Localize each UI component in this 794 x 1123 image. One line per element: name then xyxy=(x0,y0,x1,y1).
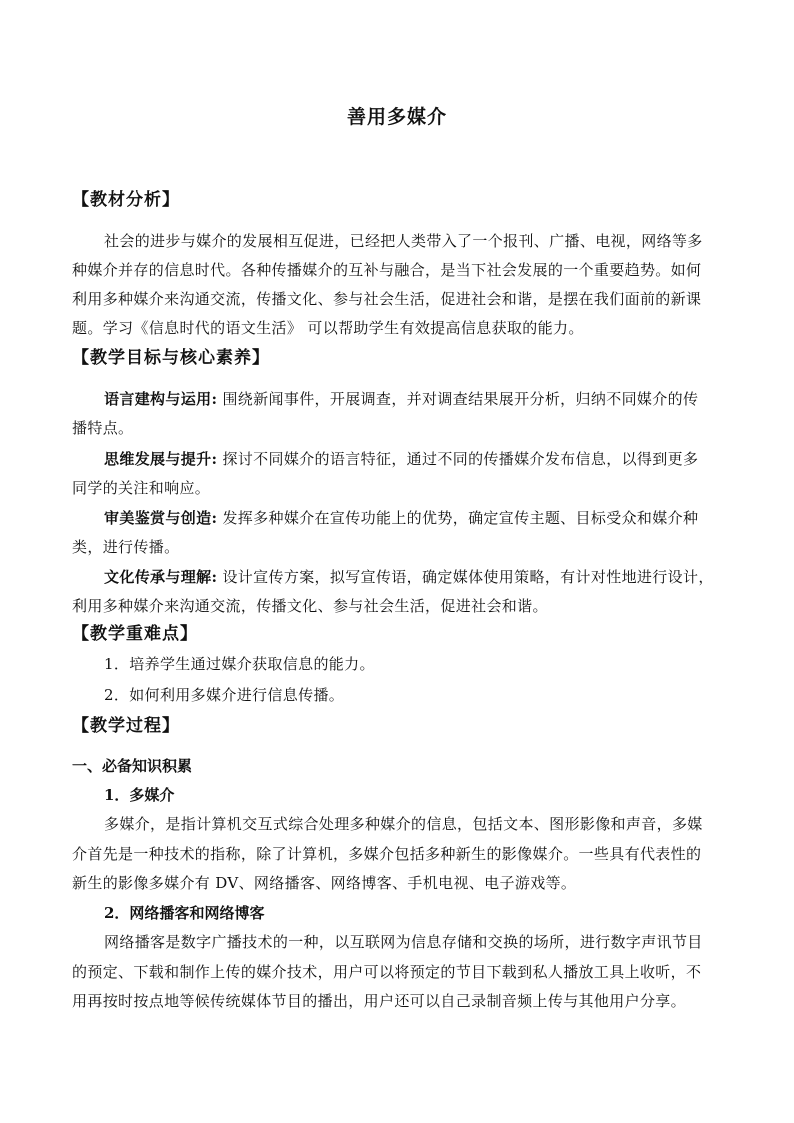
paragraph-line: 种媒介并存的信息时代。各种传播媒介的互补与融合，是当下社会发展的一个重要趋势。如何 xyxy=(72,261,702,279)
section-heading-key-points: 【教学重难点】 xyxy=(72,624,198,644)
goal-item-thinking xyxy=(104,448,724,470)
goal-text: 围绕新闻事件，开展调查，并对调查结果展开分析，归纳不同媒介的传 xyxy=(217,390,699,408)
document-title: 善用多媒介 xyxy=(346,106,447,128)
subsection-heading: 一、必备知识积累 xyxy=(72,757,193,775)
section-heading-process: 【教学过程】 xyxy=(72,716,180,736)
goal-continuation: 类，进行传播。 xyxy=(72,538,180,556)
goal-label: 文化传承与理解: xyxy=(104,568,218,586)
goal-text: 设计宣传方案，拟写宣传语，确定媒体使用策略，有计对性地进行设计， xyxy=(217,568,714,586)
section-heading-analysis: 【教材分析】 xyxy=(72,190,180,210)
goal-text: 探讨不同媒介的语言特征，通过不同的传播媒介发布信息，以得到更多 xyxy=(217,450,699,468)
paragraph-line: 新生的影像多媒介有 DV、网络播客、网络博客、手机电视、电子游戏等。 xyxy=(72,874,577,892)
goal-label: 语言建构与运用: xyxy=(104,390,218,408)
goal-label: 思维发展与提升: xyxy=(104,450,218,468)
goal-item-language xyxy=(104,388,724,410)
goal-continuation: 播特点。 xyxy=(72,419,134,437)
paragraph-line: 利用多种媒介来沟通交流，传播文化、参与社会生活，促进社会和谐，是摆在我们面前的新课 xyxy=(72,290,702,308)
paragraph-line: 的预定、下载和制作上传的媒介技术，用户可以将预定的节目下载到私人播放工具上收听，不 xyxy=(72,963,702,981)
goal-text: 发挥多种媒介在宣传功能上的优势，确定宣传主题、目标受众和媒介种 xyxy=(217,509,699,527)
paragraph-line: 多媒介，是指计算机交互式综合处理多种媒介的信息，包括文本、图形影像和声音，多媒 xyxy=(104,815,703,833)
goal-item-culture xyxy=(104,566,724,588)
subsection-heading-podcast: 2．网络播客和网络博客 xyxy=(104,904,265,922)
paragraph-line: 网络播客是数字广播技术的一种，以互联网为信息存储和交换的场所，进行数字声讯节目 xyxy=(104,933,703,951)
goal-continuation: 同学的关注和响应。 xyxy=(72,479,211,497)
goal-continuation: 利用多种媒介来沟通交流，传播文化、参与社会生活，促进社会和谐。 xyxy=(72,597,548,615)
paragraph-line: 介首先是一种技术的指称，除了计算机，多媒介包括多种新生的影像媒介。一些具有代表性的 xyxy=(72,845,702,863)
goal-item-aesthetic xyxy=(104,507,724,529)
paragraph-line: 题。学习《信息时代的语文生活》 可以帮助学生有效提高信息获取的能力。 xyxy=(72,319,584,337)
subsection-heading-multimedia: 1．多媒介 xyxy=(104,786,175,804)
section-heading-goals: 【教学目标与核心素养】 xyxy=(72,348,270,368)
list-item: 2．如何利用多媒介进行信息传播。 xyxy=(104,686,345,704)
paragraph-line: 社会的进步与媒介的发展相互促进，已经把人类带入了一个报刊、广播、电视，网络等多 xyxy=(104,232,703,250)
paragraph-line: 用再按时按点地等候传统媒体节目的播出，用户还可以自己录制音频上传与其他用户分享。 xyxy=(72,992,687,1010)
goal-label: 审美鉴赏与创造: xyxy=(104,509,218,527)
list-item: 1．培养学生通过媒介获取信息的能力。 xyxy=(104,655,375,673)
